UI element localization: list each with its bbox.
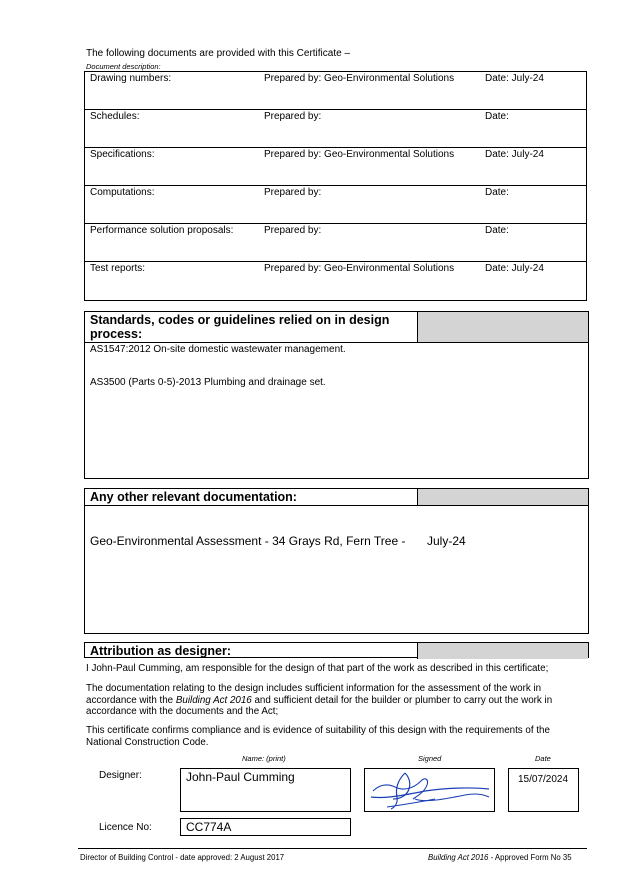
- signature-icon: [365, 769, 494, 811]
- standards-body: [85, 343, 588, 389]
- attribution-paragraph-1: I John-Paul Cumming, am responsible for the design of that part of the work as described in this certificate;: [86, 663, 549, 674]
- table-row: [85, 72, 586, 110]
- doc-date: Date: July-24: [485, 263, 544, 274]
- para-text: and sufficient detail for the builder or plumber to carry out the work in accordance with the documents and the Act;: [86, 694, 553, 717]
- name-column-label: Name: (print): [242, 754, 286, 763]
- other-docs-date: July-24: [427, 534, 466, 548]
- doc-date: Date: July-24: [485, 73, 544, 84]
- section-header: [85, 312, 588, 343]
- grey-header-cell: [418, 312, 588, 342]
- table-row: [85, 186, 586, 224]
- documents-table: [84, 71, 587, 301]
- doc-date: Date: July-24: [485, 149, 544, 160]
- designer-name-field[interactable]: John-Paul Cumming: [180, 768, 351, 812]
- standards-section: [84, 311, 589, 479]
- licence-number-field[interactable]: CC774A: [180, 818, 351, 836]
- doc-date: Date:: [485, 111, 509, 122]
- standard-item: AS1547:2012 On-site domestic wastewater management.: [90, 344, 346, 355]
- table-row: [85, 148, 586, 186]
- act-name: Building Act 2016: [175, 694, 252, 706]
- table-row: [85, 262, 586, 300]
- other-docs-title: Any other relevant documentation:: [85, 489, 418, 505]
- other-documentation-section: [84, 488, 589, 634]
- other-docs-text: Geo-Environmental Assessment - 34 Grays Rd, Fern Tree -: [90, 534, 406, 548]
- doc-date: Date:: [485, 225, 509, 236]
- attribution-paragraph-3: This certificate confirms compliance and is evidence of suitability of this design with the requirements of the National Construction Code.: [86, 725, 550, 748]
- doc-prepared-by: Prepared by:: [264, 225, 322, 236]
- doc-prepared-by: Prepared by:: [264, 111, 322, 122]
- doc-prepared-by: Prepared by: Geo-Environmental Solutions: [264, 73, 455, 84]
- signed-date-field[interactable]: 15/07/2024: [508, 768, 579, 812]
- footer-approval-text: Director of Building Control - date approved: 2 August 2017: [80, 853, 285, 862]
- standards-title: Standards, codes or guidelines relied on in design process:: [85, 312, 418, 342]
- para-text: The documentation relating to the design includes sufficient information for the assessment of the work in accordance with the: [86, 683, 542, 706]
- doc-prepared-by: Prepared by:: [264, 187, 322, 198]
- table-row: [85, 224, 586, 262]
- doc-prepared-by: Prepared by: Geo-Environmental Solutions: [264, 149, 455, 160]
- section-header: [85, 643, 588, 659]
- footer-form-number: [428, 853, 572, 862]
- doc-name: Test reports:: [90, 263, 146, 274]
- attribution-paragraph-2: [86, 683, 586, 718]
- signed-column-label: Signed: [418, 754, 442, 763]
- form-number-text: - Approved Form No 35: [488, 853, 572, 862]
- standard-item: AS3500 (Parts 0-5)-2013 Plumbing and drainage set.: [90, 377, 326, 388]
- signature-box: [364, 768, 495, 812]
- footer-divider: [78, 848, 587, 849]
- doc-prepared-by: Prepared by: Geo-Environmental Solutions: [264, 263, 455, 274]
- attribution-section: [84, 642, 589, 658]
- grey-header-cell: [418, 643, 588, 659]
- doc-name: Specifications:: [90, 149, 155, 160]
- doc-name: Computations:: [90, 187, 155, 198]
- grey-header-cell: [418, 489, 588, 505]
- doc-name: Drawing numbers:: [90, 73, 172, 84]
- act-name: Building Act 2016: [428, 853, 489, 862]
- designer-label: Designer:: [99, 770, 142, 781]
- document-description-label: Document description:: [86, 62, 161, 71]
- table-row: [85, 110, 586, 148]
- licence-label: Licence No:: [99, 822, 152, 833]
- intro-text: The following documents are provided with this Certificate –: [86, 48, 351, 59]
- date-column-label: Date: [535, 754, 551, 763]
- section-header: [85, 489, 588, 506]
- doc-name: Schedules:: [90, 111, 140, 122]
- doc-date: Date:: [485, 187, 509, 198]
- attribution-title: Attribution as designer:: [85, 643, 418, 659]
- doc-name: Performance solution proposals:: [90, 225, 234, 236]
